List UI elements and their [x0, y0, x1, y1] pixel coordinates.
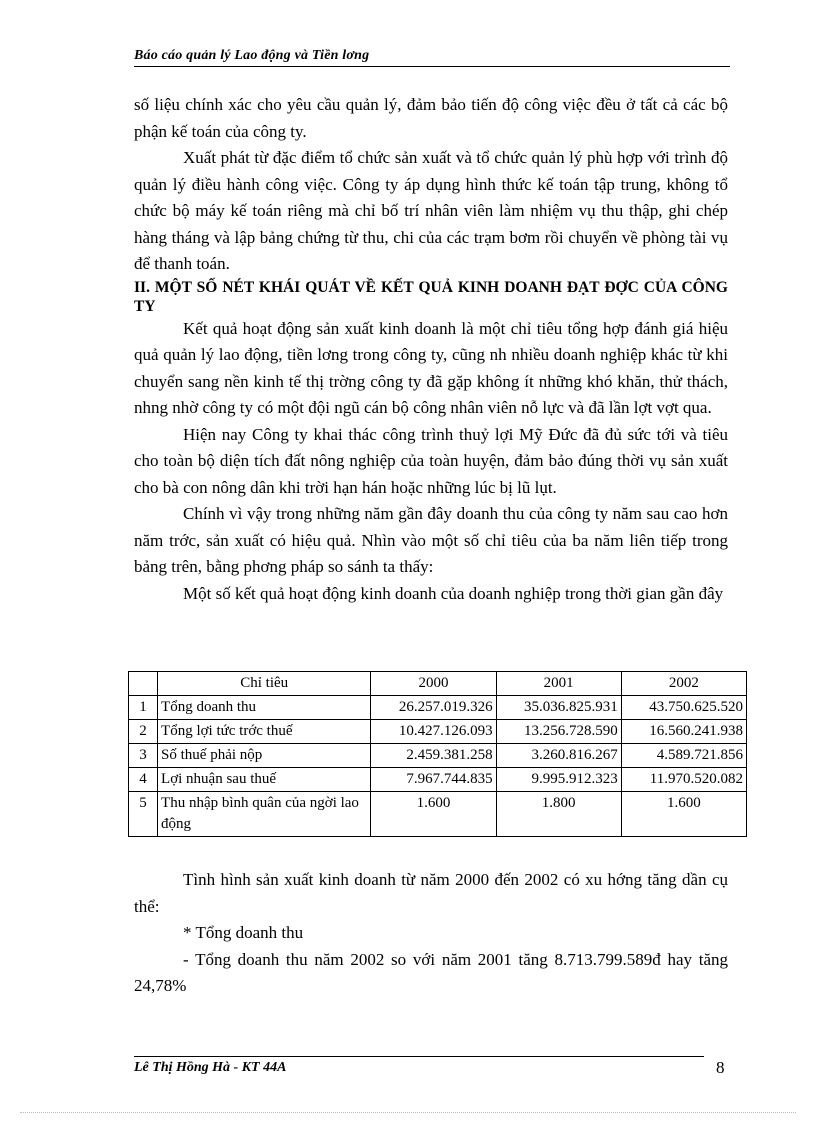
- paragraph-revenue-trend: Chính vì vậy trong những năm gần đây doanh thu của công ty năm sau cao hơn năm trớc, sản xuất có hiệu quả. Nhìn vào một số chỉ tiêu của ba năm liên tiếp trong bảng trên, bằng phơng pháp so sánh ta thấy:: [134, 504, 728, 576]
- paragraph-continuation: số liệu chính xác cho yêu cầu quản lý, đảm bảo tiến độ công việc đều ở tất cả các bộ phận kế toán của công ty.: [134, 95, 728, 141]
- header-2002: 2002: [621, 672, 746, 696]
- cell-2000: 2.459.381.258: [371, 744, 496, 768]
- cell-2002: 4.589.721.856: [621, 744, 746, 768]
- cell-2001: 1.800: [496, 792, 621, 837]
- footer-divider: [134, 1056, 704, 1057]
- header-index: [129, 672, 158, 696]
- cell-2000: 7.967.744.835: [371, 768, 496, 792]
- cell-2001: 13.256.728.590: [496, 720, 621, 744]
- page-header: [134, 48, 730, 67]
- header-indicator: Chỉ tiêu: [158, 672, 371, 696]
- cell-2001: 35.036.825.931: [496, 696, 621, 720]
- row-label: Tổng lợi tức trớc thuế: [158, 720, 371, 744]
- table-caption: Một số kết quả hoạt động kinh doanh của doanh nghiệp trong thời gian gần đây: [183, 583, 724, 603]
- cell-2000: 1.600: [371, 792, 496, 837]
- cell-2002: 11.970.520.082: [621, 768, 746, 792]
- row-label: Thu nhập bình quân của ngời lao động: [158, 792, 371, 837]
- header-2001: 2001: [496, 672, 621, 696]
- cell-2002: 43.750.625.520: [621, 696, 746, 720]
- paragraph-revenue-comparison: - Tổng doanh thu năm 2002 so với năm 2001 tăng 8.713.799.589đ hay tăng 24,78%: [134, 949, 728, 995]
- body-text-after-table: [134, 867, 728, 1000]
- row-label: Lợi nhuận sau thuế: [158, 768, 371, 792]
- page-bottom-edge: [20, 1112, 796, 1113]
- cell-2001: 3.260.816.267: [496, 744, 621, 768]
- body-text: [134, 92, 728, 607]
- table-row: [129, 744, 747, 768]
- row-index: 3: [129, 744, 158, 768]
- table-header-row: [129, 672, 747, 696]
- section-heading: II. MỘT SỐ NÉT KHÁI QUÁT VỀ KẾT QUẢ KINH DOANH ĐẠT ĐỢC CỦA CÔNG TY: [134, 278, 728, 315]
- paragraph-current-status: Hiện nay Công ty khai thác công trình thuỷ lợi Mỹ Đức đã đủ sức tới và tiêu cho toàn bộ diện tích đất nông nghiệp của toàn huyện, đảm bảo đúng thời vụ sản xuất cho bà con nông dân khi trời hạn hán hoặc những lúc bị lũ lụt.: [134, 424, 728, 497]
- cell-2001: 9.995.912.323: [496, 768, 621, 792]
- paragraph-business-results: Kết quả hoạt động sản xuất kinh doanh là một chỉ tiêu tổng hợp đánh giá hiệu quả quản lý lao động, tiền lơng trong công ty, cũng nh nhiều doanh nghiệp khác từ khi chuyển sang nền kinh tế thị trờng công ty đã gặp không ít những khó khăn, thử thách, nhng nhờ công ty có một đội ngũ cán bộ công nhân viên nỗ lực và đã lần lợt vợt qua.: [134, 318, 728, 417]
- row-index: 5: [129, 792, 158, 837]
- table-row: [129, 696, 747, 720]
- table-row: [129, 768, 747, 792]
- row-label: Tổng doanh thu: [158, 696, 371, 720]
- footer-author: Lê Thị Hồng Hà - KT 44A: [134, 1060, 287, 1075]
- cell-2000: 26.257.019.326: [371, 696, 496, 720]
- row-label: Số thuế phải nộp: [158, 744, 371, 768]
- paragraph-trend-summary: Tình hình sản xuất kinh doanh từ năm 2000 đến 2002 có xu hớng tăng dần cụ thể:: [134, 870, 728, 916]
- header-title: Báo cáo quản lý Lao động và Tiền lơng: [134, 48, 370, 63]
- row-index: 4: [129, 768, 158, 792]
- paragraph-accounting-organization: Xuất phát từ đặc điểm tổ chức sản xuất và tổ chức quản lý phù hợp với trình độ quản lý điều hành công việc. Công ty áp dụng hình thức kế toán tập trung, không tổ chức bộ máy kế toán riêng mà chỉ bố trí nhân viên làm nhiệm vụ thu thập, ghi chép hàng tháng và lập bảng chứng từ thu, chi của các trạm bơm rồi chuyển về phòng tài vụ để thanh toán.: [134, 148, 728, 273]
- results-table: [128, 671, 747, 837]
- table-row: [129, 792, 747, 837]
- bullet-total-revenue: * Tổng doanh thu: [183, 923, 304, 942]
- row-index: 2: [129, 720, 158, 744]
- page-number: 8: [716, 1058, 725, 1077]
- table-row: [129, 720, 747, 744]
- cell-2002: 1.600: [621, 792, 746, 837]
- header-2000: 2000: [371, 672, 496, 696]
- cell-2002: 16.560.241.938: [621, 720, 746, 744]
- cell-2000: 10.427.126.093: [371, 720, 496, 744]
- row-index: 1: [129, 696, 158, 720]
